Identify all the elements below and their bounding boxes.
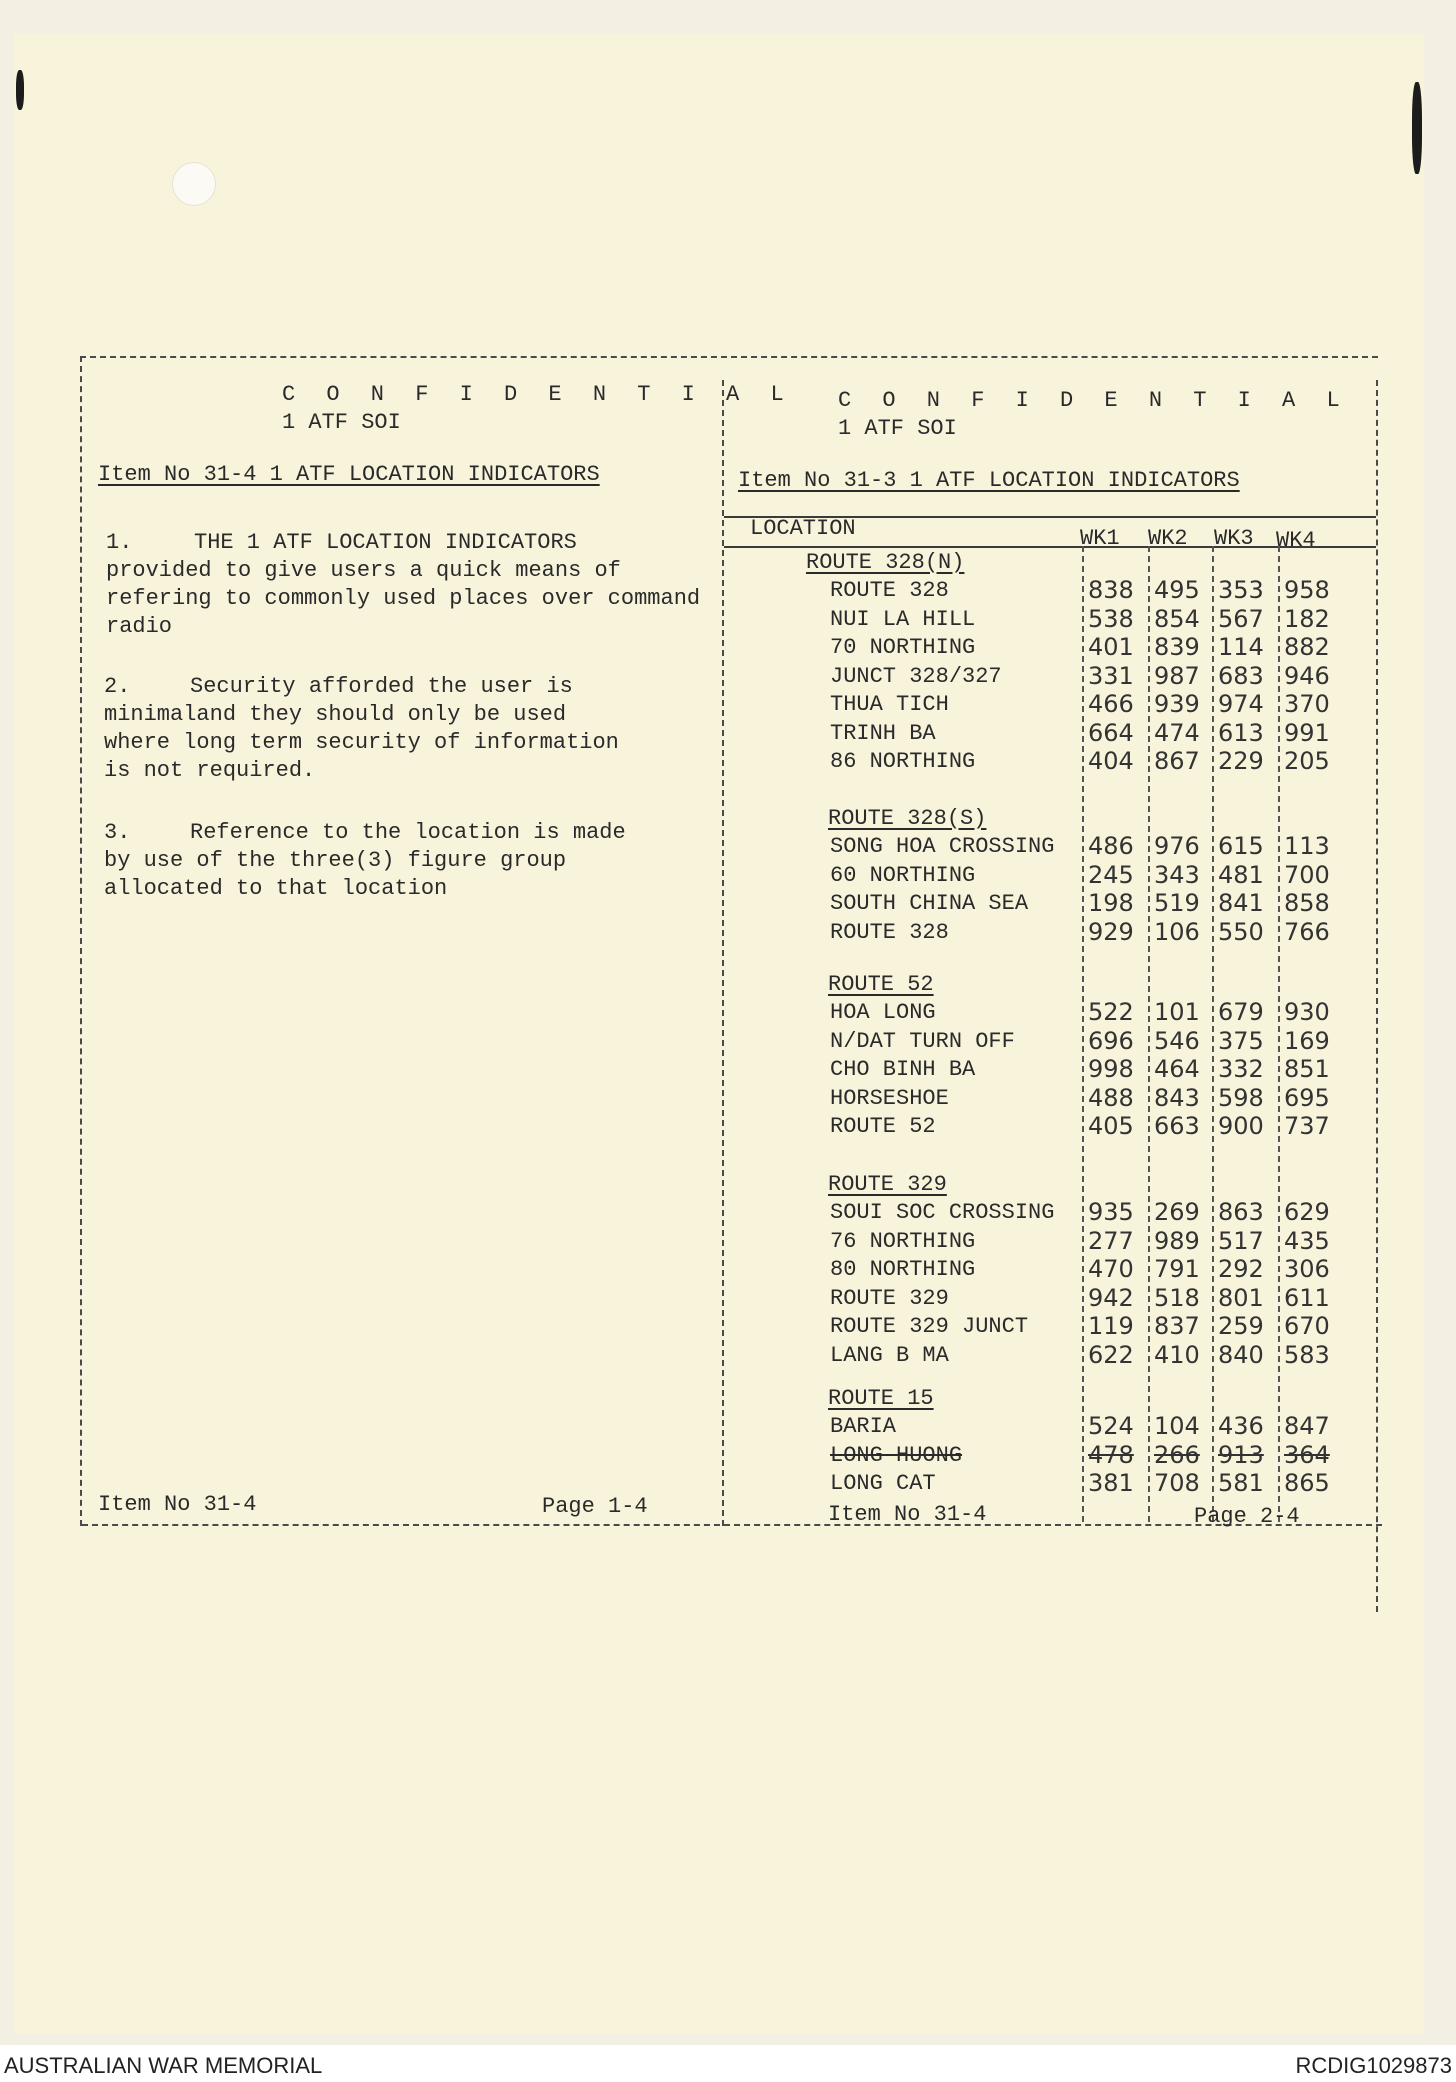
wk2-code: 266 (1154, 1440, 1200, 1469)
wk3-code: 229 (1218, 747, 1264, 775)
col-header-wk4: WK4 (1276, 528, 1316, 553)
wk4-code: 858 (1284, 889, 1330, 917)
wk2-code: 104 (1154, 1412, 1200, 1440)
wk1-code: 245 (1088, 860, 1134, 889)
para-3-num: 3. (104, 820, 131, 845)
wk2-code: 474 (1154, 718, 1200, 747)
page-divider (722, 380, 724, 1526)
wk3-code: 436 (1218, 1412, 1264, 1440)
location-name: ROUTE 328 (830, 578, 949, 603)
para-1-line-4: radio (106, 614, 173, 639)
wk3-code: 683 (1218, 661, 1264, 690)
wk4-code: 182 (1284, 604, 1330, 633)
wk1-code: 838 (1088, 576, 1134, 604)
wk4-code: 737 (1284, 1112, 1330, 1140)
wk4-code: 882 (1284, 633, 1330, 661)
wk2-code: 843 (1154, 1083, 1200, 1112)
para-3-line-1: Reference to the location is made (190, 820, 626, 845)
wk1-code: 404 (1088, 747, 1134, 775)
location-name: NUI LA HILL (830, 606, 976, 632)
wk4-code: 946 (1284, 661, 1330, 690)
para-2-line-1: Security afforded the user is (190, 674, 573, 699)
column-rule (1212, 546, 1214, 1522)
wk3-code: 550 (1218, 917, 1264, 946)
location-name: TRINH BA (830, 720, 936, 746)
heading-left: Item No 31-4 1 ATF LOCATION INDICATORS (98, 462, 600, 487)
para-1-line-1: THE 1 ATF LOCATION INDICATORS (194, 530, 577, 555)
wk4-code: 306 (1284, 1255, 1330, 1283)
wk3-code: 353 (1218, 576, 1264, 604)
wk2-code: 976 (1154, 832, 1200, 860)
location-name: ROUTE 329 (830, 1285, 949, 1311)
section-title: ROUTE 329 (828, 1172, 947, 1197)
wk1-code: 405 (1088, 1112, 1134, 1140)
wk1-code: 998 (1088, 1055, 1134, 1083)
para-1-line-2: provided to give users a quick means of (106, 558, 621, 583)
wk2-code: 101 (1154, 998, 1200, 1026)
wk4-code: 583 (1284, 1340, 1330, 1369)
wk3-code: 567 (1218, 604, 1264, 633)
wk3-code: 481 (1218, 860, 1264, 889)
wk1-code: 935 (1088, 1198, 1134, 1226)
classification-right: C O N F I D E N T I A L (838, 388, 1349, 413)
wk3-code: 292 (1218, 1255, 1264, 1283)
wk3-code: 974 (1218, 690, 1264, 718)
wk3-code: 841 (1218, 889, 1264, 917)
wk4-code: 695 (1284, 1083, 1330, 1112)
wk3-code: 332 (1218, 1055, 1264, 1083)
document-page (14, 34, 1424, 2034)
footer-page-right: Page 2-4 (1194, 1504, 1300, 1529)
wk1-code: 331 (1088, 661, 1134, 690)
para-3-line-3: allocated to that location (104, 876, 448, 901)
wk2-code: 854 (1154, 604, 1200, 633)
wk2-code: 839 (1154, 633, 1200, 661)
wk1-code: 198 (1088, 889, 1134, 917)
wk4-code: 865 (1284, 1469, 1330, 1497)
punch-hole (172, 162, 216, 206)
wk2-code: 867 (1154, 747, 1200, 775)
footer-page-left: Page 1-4 (542, 1494, 648, 1519)
location-name: 86 NORTHING (830, 749, 976, 774)
archive-footer (0, 2045, 1456, 2082)
wk3-code: 863 (1218, 1198, 1264, 1226)
wk3-code: 801 (1218, 1283, 1264, 1312)
wk3-code: 679 (1218, 998, 1264, 1026)
col-header-wk1: WK1 (1080, 526, 1120, 551)
location-name: CHO BINH BA (830, 1057, 976, 1082)
location-name: LONG CAT (830, 1471, 936, 1496)
wk1-code: 486 (1088, 832, 1134, 860)
section-title: ROUTE 52 (828, 972, 934, 997)
wk2-code: 939 (1154, 690, 1200, 718)
wk2-code: 518 (1154, 1283, 1200, 1312)
location-name: ROUTE 328 (830, 919, 949, 945)
heading-right: Item No 31-3 1 ATF LOCATION INDICATORS (738, 468, 1240, 493)
wk1-code: 538 (1088, 604, 1134, 633)
wk1-code: 696 (1088, 1026, 1134, 1055)
wk1-code: 522 (1088, 998, 1134, 1026)
para-2-line-3: where long term security of information (104, 730, 619, 755)
location-name: THUA TICH (830, 692, 949, 717)
wk1-code: 929 (1088, 917, 1134, 946)
wk3-code: 259 (1218, 1312, 1264, 1340)
wk4-code: 370 (1284, 690, 1330, 718)
wk4-code: 847 (1284, 1412, 1330, 1440)
wk1-code: 622 (1088, 1340, 1134, 1369)
section-title: ROUTE 15 (828, 1386, 934, 1411)
location-name: JUNCT 328/327 (830, 663, 1002, 689)
wk2-code: 791 (1154, 1255, 1200, 1283)
wk4-code: 930 (1284, 998, 1330, 1026)
footer-item-left: Item No 31-4 (98, 1492, 257, 1517)
wk2-code: 343 (1154, 860, 1200, 889)
location-name: SOUI SOC CROSSING (830, 1200, 1055, 1225)
wk4-code: 629 (1284, 1198, 1330, 1226)
wk2-code: 987 (1154, 661, 1200, 690)
wk1-code: 524 (1088, 1412, 1134, 1440)
archive-name: AUSTRALIAN WAR MEMORIAL (4, 2053, 323, 2078)
wk3-code: 517 (1218, 1226, 1264, 1255)
location-name: 80 NORTHING (830, 1257, 976, 1282)
para-1-num: 1. (106, 530, 133, 555)
para-3-line-2: by use of the three(3) figure group (104, 848, 567, 873)
location-name: LONG HUONG (830, 1442, 963, 1468)
location-name: LANG B MA (830, 1342, 949, 1368)
wk2-code: 519 (1154, 889, 1200, 917)
para-1-line-3: refering to commonly used places over command (106, 586, 701, 611)
wk1-code: 466 (1088, 690, 1134, 718)
location-name: 70 NORTHING (830, 635, 976, 660)
location-indicator-form (80, 356, 1378, 1529)
para-2-line-4: is not required. (104, 758, 316, 783)
location-name: BARIA (830, 1414, 897, 1439)
col-header-wk2: WK2 (1148, 526, 1188, 551)
wk2-code: 464 (1154, 1055, 1200, 1083)
wk4-code: 851 (1284, 1055, 1330, 1083)
footer-item-right: Item No 31-4 (828, 1502, 987, 1527)
wk3-code: 114 (1218, 633, 1264, 661)
subtitle-right: 1 ATF SOI (838, 416, 957, 441)
wk3-code: 598 (1218, 1083, 1264, 1112)
para-2-line-2: minimaland they should only be used (104, 702, 567, 727)
wk3-code: 613 (1218, 718, 1264, 747)
location-name: 60 NORTHING (830, 862, 976, 888)
ink-mark (1412, 82, 1422, 174)
wk4-code: 364 (1284, 1440, 1330, 1469)
col-header-wk3: WK3 (1214, 526, 1254, 551)
wk2-code: 106 (1154, 917, 1200, 946)
wk3-code: 581 (1218, 1469, 1264, 1497)
wk1-code: 488 (1088, 1083, 1134, 1112)
wk2-code: 663 (1154, 1112, 1200, 1140)
section-title: ROUTE 328(N) (806, 550, 965, 575)
wk1-code: 381 (1088, 1469, 1134, 1497)
location-name: N/DAT TURN OFF (830, 1028, 1015, 1054)
column-rule (1148, 546, 1150, 1522)
wk2-code: 989 (1154, 1226, 1200, 1255)
wk4-code: 991 (1284, 718, 1330, 747)
wk1-code: 942 (1088, 1283, 1134, 1312)
location-name: ROUTE 329 JUNCT (830, 1314, 1029, 1339)
wk4-code: 611 (1284, 1283, 1330, 1312)
wk3-code: 840 (1218, 1340, 1264, 1369)
subtitle-left: 1 ATF SOI (282, 410, 401, 435)
wk3-code: 900 (1218, 1112, 1264, 1140)
wk2-code: 495 (1154, 576, 1200, 604)
wk2-code: 269 (1154, 1198, 1200, 1226)
wk3-code: 913 (1218, 1440, 1264, 1469)
classification-left: C O N F I D E N T I A L (282, 382, 793, 407)
wk1-code: 401 (1088, 633, 1134, 661)
location-name: HOA LONG (830, 1000, 936, 1025)
location-name: SOUTH CHINA SEA (830, 891, 1029, 916)
wk2-code: 546 (1154, 1026, 1200, 1055)
wk2-code: 708 (1154, 1469, 1200, 1497)
section-title: ROUTE 328(S) (828, 806, 987, 831)
wk3-code: 375 (1218, 1026, 1264, 1055)
wk1-code: 277 (1088, 1226, 1134, 1255)
location-name: SONG HOA CROSSING (830, 834, 1055, 859)
wk4-code: 169 (1284, 1026, 1330, 1055)
wk3-code: 615 (1218, 832, 1264, 860)
wk1-code: 664 (1088, 718, 1134, 747)
location-name: 76 NORTHING (830, 1228, 976, 1254)
form-bottom-edge (82, 1524, 1382, 1526)
wk4-code: 205 (1284, 747, 1330, 775)
wk1-code: 470 (1088, 1255, 1134, 1283)
wk4-code: 700 (1284, 860, 1330, 889)
wk4-code: 958 (1284, 576, 1330, 604)
wk2-code: 410 (1154, 1340, 1200, 1369)
location-name: ROUTE 52 (830, 1114, 936, 1139)
wk1-code: 478 (1088, 1440, 1134, 1469)
column-rule (1082, 546, 1084, 1522)
ink-mark (16, 70, 24, 110)
column-rule (1278, 546, 1280, 1522)
wk4-code: 113 (1284, 832, 1330, 860)
wk2-code: 837 (1154, 1312, 1200, 1340)
wk4-code: 670 (1284, 1312, 1330, 1340)
wk4-code: 435 (1284, 1226, 1330, 1255)
wk1-code: 119 (1088, 1312, 1134, 1340)
para-2-num: 2. (104, 674, 131, 699)
form-right-edge (1376, 380, 1378, 1612)
location-name: HORSESHOE (830, 1085, 949, 1111)
archive-id: RCDIG1029873 (1295, 2053, 1452, 2078)
wk4-code: 766 (1284, 917, 1330, 946)
col-header-location: LOCATION (750, 516, 856, 541)
